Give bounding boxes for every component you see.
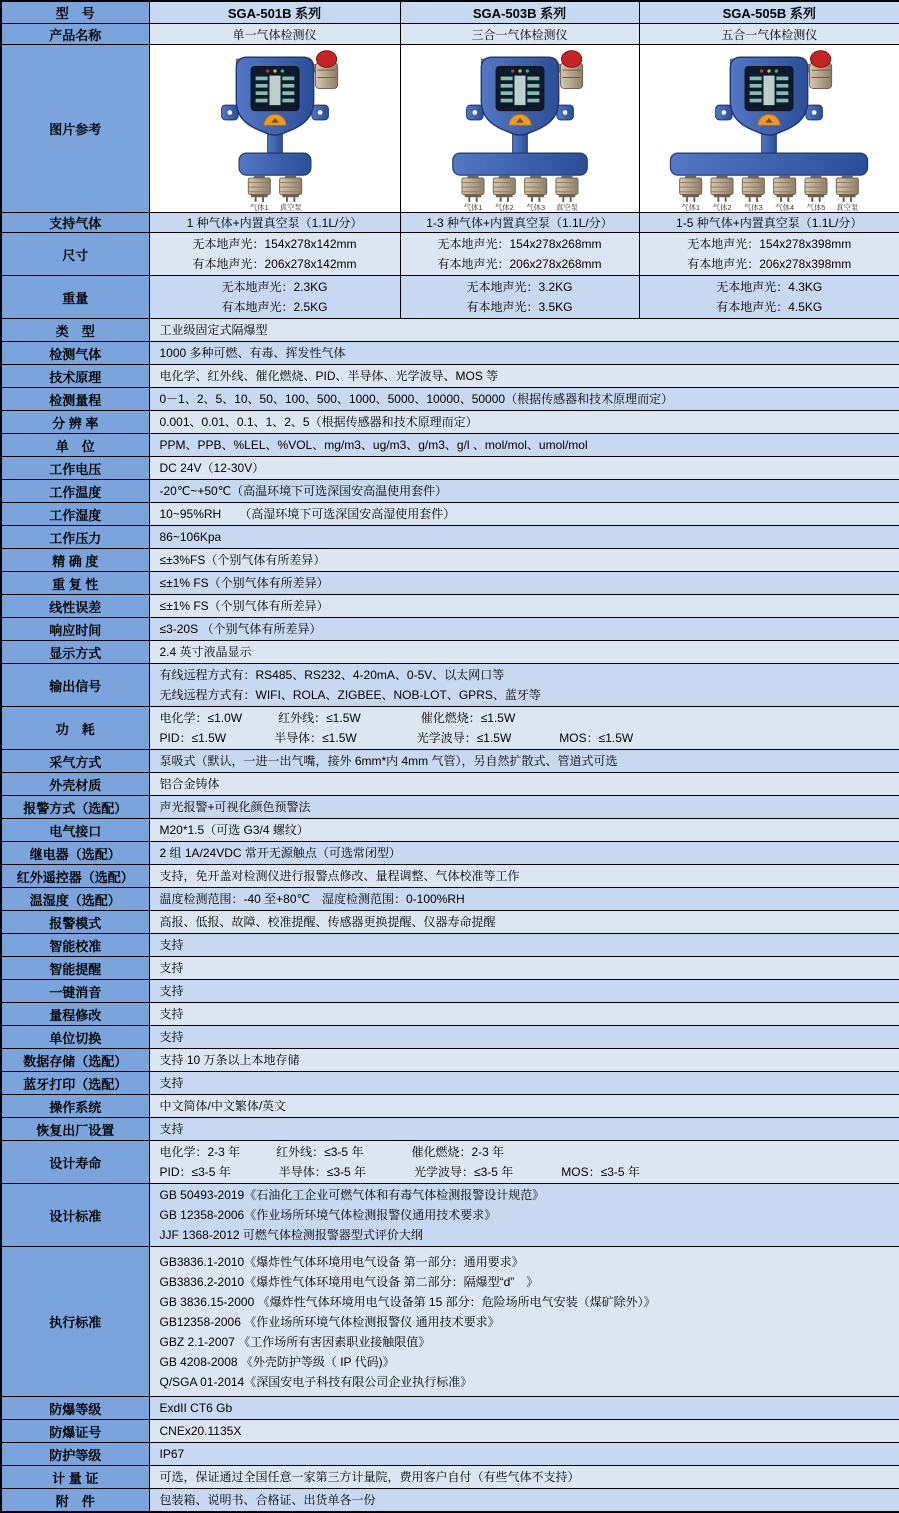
spec-label-technology: 技术原理 [1,365,149,388]
row-alarm-method [1,796,899,819]
row-resolution [1,411,899,434]
spec-value-electrical-interface: M20*1.5（可选 G3/4 螺纹） [149,819,899,842]
spec-value-power-consumption: 电化学：≤1.0W 红外线：≤1.5W 催化燃烧：≤1.5W PID：≤1.5W 半导体：≤1.5W 光学波导：≤1.5W MOS：≤1.5W [149,707,899,750]
sensor-label: 气体4 [775,202,795,212]
spec-value-unit-switch: 支持 [149,1026,899,1049]
spec-value-response-time: ≤3-20S （个别气体有所差异） [149,618,899,641]
spec-value-weight-col2: 无本地声光：3.2KG 有本地声光：3.5KG [400,276,639,319]
spec-value-operating-system: 中文简体/中文繁体/英文 [149,1095,899,1118]
sensor-label: 气体1 [463,202,482,212]
spec-label-detected-gases: 检测气体 [1,342,149,365]
row-protection-grade [1,1443,899,1466]
spec-value-model-col1: SGA-501B 系列 [149,1,400,24]
spec-value-resolution: 0.001、0.01、0.1、1、2、5（根据传感器和技术原理而定） [149,411,899,434]
row-ir-remote [1,865,899,888]
spec-label-sampling-method: 采气方式 [1,750,149,773]
spec-label-design-life: 设计寿命 [1,1141,149,1184]
row-one-key-mute [1,980,899,1003]
spec-value-working-humidity: 10~95%RH （高湿环境下可选深国安高湿使用套件） [149,503,899,526]
spec-label-power-consumption: 功 耗 [1,707,149,750]
spec-label-image-reference: 图片参考 [1,45,149,213]
spec-value-model-col3: SGA-505B 系列 [639,1,899,24]
spec-label-relay: 继电器（选配） [1,842,149,865]
spec-value-data-storage: 支持 10 万条以上本地存储 [149,1049,899,1072]
spec-label-linearity-error: 线性误差 [1,595,149,618]
spec-value-bluetooth-printing: 支持 [149,1072,899,1095]
row-image-reference [1,45,899,213]
spec-label-response-time: 响应时间 [1,618,149,641]
sensor-label: 真空泵 [279,202,302,212]
spec-value-model-col2: SGA-503B 系列 [400,1,639,24]
row-units [1,434,899,457]
spec-value-dimensions-col2: 无本地声光：154x278x268mm 有本地声光：206x278x268mm [400,233,639,276]
product-image-2 [400,45,639,213]
spec-value-working-pressure: 86~106Kpa [149,526,899,549]
row-data-storage [1,1049,899,1072]
gas-detector-image [651,48,887,212]
spec-value-range-modification: 支持 [149,1003,899,1026]
sensor-label: 气体3 [744,202,763,212]
spec-label-housing-material: 外壳材质 [1,773,149,796]
spec-label-dimensions: 尺寸 [1,233,149,276]
gas-detector-image [402,48,638,212]
spec-label-alarm-method: 报警方式（选配） [1,796,149,819]
spec-label-smart-reminder: 智能提醒 [1,957,149,980]
spec-label-model: 型 号 [1,1,149,24]
spec-value-dimensions-col3: 无本地声光：154x278x398mm 有本地声光：206x278x398mm [639,233,899,276]
spec-value-ir-remote: 支持，免开盖对检测仪进行报警点修改、量程调整、气体校准等工作 [149,865,899,888]
row-repeatability [1,572,899,595]
row-working-temperature [1,480,899,503]
spec-label-product-name: 产品名称 [1,24,149,45]
row-display [1,641,899,664]
row-operating-system [1,1095,899,1118]
spec-value-supported-gases-col2: 1-3 种气体+内置真空泵（1.1L/分） [400,213,639,233]
spec-label-operating-system: 操作系统 [1,1095,149,1118]
row-sampling-method [1,750,899,773]
row-working-pressure [1,526,899,549]
spec-value-metrology-cert: 可选，保证通过全国任意一家第三方计量院，费用客户自付（有些气体不支持） [149,1466,899,1489]
spec-value-supported-gases-col3: 1-5 种气体+内置真空泵（1.1L/分） [639,213,899,233]
spec-label-unit-switch: 单位切换 [1,1026,149,1049]
spec-label-factory-reset: 恢复出厂设置 [1,1118,149,1141]
spec-table-body [1,1,899,1512]
row-range-modification [1,1003,899,1026]
spec-value-sampling-method: 泵吸式（默认，一进一出气嘴，接外 6mm*内 4mm 气管），另自然扩散式、管道式可选 [149,750,899,773]
spec-value-explosion-proof-cert: CNEx20.1135X [149,1420,899,1443]
sensor-label: 真空泵 [836,202,859,212]
row-bluetooth-printing [1,1072,899,1095]
row-accuracy [1,549,899,572]
spec-label-data-storage: 数据存储（选配） [1,1049,149,1072]
spec-value-supported-gases-col1: 1 种气体+内置真空泵（1.1L/分） [149,213,400,233]
sensor-label: 气体2 [712,202,732,212]
spec-value-smart-calibration: 支持 [149,934,899,957]
spec-label-supported-gases: 支持气体 [1,213,149,233]
spec-value-explosion-proof-grade: ExdII CT6 Gb [149,1397,899,1420]
spec-value-protection-grade: IP67 [149,1443,899,1466]
sensor-label: 气体5 [806,202,826,212]
row-output-signal [1,664,899,707]
spec-value-temp-humidity: 温度检测范围：-40 至+80℃ 湿度检测范围：0-100%RH [149,888,899,911]
spec-value-alarm-method: 声光报警+可视化颜色预警法 [149,796,899,819]
row-linearity-error [1,595,899,618]
row-explosion-proof-grade [1,1397,899,1420]
row-execution-standards [1,1247,899,1397]
spec-label-accessories: 附 件 [1,1489,149,1513]
spec-value-technology: 电化学、红外线、催化燃烧、PID、半导体、光学波导、MOS 等 [149,365,899,388]
spec-label-resolution: 分 辨 率 [1,411,149,434]
spec-value-dimensions-col1: 无本地声光：154x278x142mm 有本地声光：206x278x142mm [149,233,400,276]
spec-value-detected-gases: 1000 多种可燃、有毒、挥发性气体 [149,342,899,365]
spec-label-repeatability: 重 复 性 [1,572,149,595]
spec-label-bluetooth-printing: 蓝牙打印（选配） [1,1072,149,1095]
spec-label-protection-grade: 防护等级 [1,1443,149,1466]
row-electrical-interface [1,819,899,842]
row-accessories [1,1489,899,1513]
spec-label-range-modification: 量程修改 [1,1003,149,1026]
spec-value-accuracy: ≤±3%FS（个别气体有所差异） [149,549,899,572]
row-type [1,319,899,342]
spec-value-measuring-range: 0－1、2、5、10、50、100、500、1000、5000、10000、50000（根据传感器和技术原理而定） [149,388,899,411]
row-power-consumption [1,707,899,750]
sensor-label: 气体2 [494,202,514,212]
row-design-standards [1,1184,899,1247]
row-housing-material [1,773,899,796]
row-working-humidity [1,503,899,526]
row-dimensions [1,233,899,276]
spec-value-design-life: 电化学：2-3 年 红外线：≤3-5 年 催化燃烧：2-3 年 PID：≤3-5 年 半导体：≤3-5 年 光学波导：≤3-5 年 MOS：≤3-5 年 [149,1141,899,1184]
product-image-3 [639,45,899,213]
spec-value-accessories: 包装箱、说明书、合格证、出货单各一份 [149,1489,899,1513]
spec-label-design-standards: 设计标准 [1,1184,149,1247]
spec-value-one-key-mute: 支持 [149,980,899,1003]
spec-value-linearity-error: ≤±1% FS（个别气体有所差异） [149,595,899,618]
spec-value-weight-col3: 无本地声光：4.3KG 有本地声光：4.5KG [639,276,899,319]
spec-value-working-temperature: -20℃~+50℃（高温环境下可选深国安高温使用套件） [149,480,899,503]
spec-label-measuring-range: 检测量程 [1,388,149,411]
row-product-name [1,24,899,45]
spec-value-type: 工业级固定式隔爆型 [149,319,899,342]
row-unit-switch [1,1026,899,1049]
spec-value-display: 2.4 英寸液晶显示 [149,641,899,664]
spec-label-alarm-modes: 报警模式 [1,911,149,934]
sensor-label: 真空泵 [555,202,578,212]
spec-label-smart-calibration: 智能校准 [1,934,149,957]
spec-label-type: 类 型 [1,319,149,342]
row-model [1,1,899,24]
spec-label-working-temperature: 工作温度 [1,480,149,503]
spec-label-working-humidity: 工作湿度 [1,503,149,526]
row-technology [1,365,899,388]
row-temp-humidity [1,888,899,911]
spec-value-product-name-col1: 单一气体检测仪 [149,24,400,45]
gas-detector-image [157,48,393,212]
spec-label-electrical-interface: 电气接口 [1,819,149,842]
spec-label-execution-standards: 执行标准 [1,1247,149,1397]
spec-value-working-voltage: DC 24V（12-30V） [149,457,899,480]
spec-value-factory-reset: 支持 [149,1118,899,1141]
spec-label-ir-remote: 红外遥控器（选配） [1,865,149,888]
row-factory-reset [1,1118,899,1141]
row-detected-gases [1,342,899,365]
row-design-life [1,1141,899,1184]
spec-value-repeatability: ≤±1% FS（个别气体有所差异） [149,572,899,595]
spec-label-working-voltage: 工作电压 [1,457,149,480]
spec-value-housing-material: 铝合金铸体 [149,773,899,796]
spec-value-output-signal: 有线远程方式有：RS485、RS232、4-20mA、0-5V、以太网口等 无线远程方式有：WIFI、ROLA、ZIGBEE、NOB-LOT、GPRS、蓝牙等 [149,664,899,707]
spec-label-display: 显示方式 [1,641,149,664]
spec-label-weight: 重量 [1,276,149,319]
row-metrology-cert [1,1466,899,1489]
sensor-label: 气体1 [681,202,701,212]
row-measuring-range [1,388,899,411]
spec-value-smart-reminder: 支持 [149,957,899,980]
sensor-label: 气体1 [249,202,269,212]
spec-label-working-pressure: 工作压力 [1,526,149,549]
spec-value-product-name-col2: 三合一气体检测仪 [400,24,639,45]
row-smart-calibration [1,934,899,957]
row-weight [1,276,899,319]
spec-value-alarm-modes: 高报、低报、故障、校准提醒、传感器更换提醒、仪器寿命提醒 [149,911,899,934]
spec-label-metrology-cert: 计 量 证 [1,1466,149,1489]
row-working-voltage [1,457,899,480]
spec-value-units: PPM、PPB、%LEL、%VOL、mg/m3、ug/m3、g/m3、g/l 、mol/mol、umol/mol [149,434,899,457]
spec-label-temp-humidity: 温湿度（选配） [1,888,149,911]
row-relay [1,842,899,865]
spec-label-one-key-mute: 一键消音 [1,980,149,1003]
spec-label-explosion-proof-cert: 防爆证号 [1,1420,149,1443]
spec-value-weight-col1: 无本地声光：2.3KG 有本地声光：2.5KG [149,276,400,319]
spec-value-execution-standards: GB3836.1-2010《爆炸性气体环境用电气设备 第一部分：通用要求》 GB3836.2-2010《爆炸性气体环境用电气设备 第二部分：隔爆型“d” 》 GB 3836.15-2000 《爆炸性气体环境用电气设备第 15 部分：危险场所电气安装（煤矿除外）》 GB12358-2006 《作业场所环境气体检测报警仪 通用技术要求》 GBZ 2.1-2007 《工作场所有害因素职业接触限值》 GB 4208-2008 《外壳防护等级（ IP 代码)》 Q/SGA 01-2014《深国安电子科技有限公司企业执行标准》 [149,1247,899,1397]
spec-value-design-standards: GB 50493-2019《石油化工企业可燃气体和有毒气体检测报警设计规范》 GB 12358-2006《作业场所环境气体检测报警仪通用技术要求》 JJF 1368-2012 可燃气体检测报警器型式评价大纲 [149,1184,899,1247]
product-image-1 [149,45,400,213]
row-supported-gases [1,213,899,233]
row-alarm-modes [1,911,899,934]
row-response-time [1,618,899,641]
spec-label-accuracy: 精 确 度 [1,549,149,572]
spec-value-relay: 2 组 1A/24VDC 常开无源触点（可选常闭型） [149,842,899,865]
spec-value-product-name-col3: 五合一气体检测仪 [639,24,899,45]
spec-label-units: 单 位 [1,434,149,457]
spec-label-explosion-proof-grade: 防爆等级 [1,1397,149,1420]
row-smart-reminder [1,957,899,980]
sensor-label: 气体3 [525,202,545,212]
spec-label-output-signal: 输出信号 [1,664,149,707]
row-explosion-proof-cert [1,1420,899,1443]
